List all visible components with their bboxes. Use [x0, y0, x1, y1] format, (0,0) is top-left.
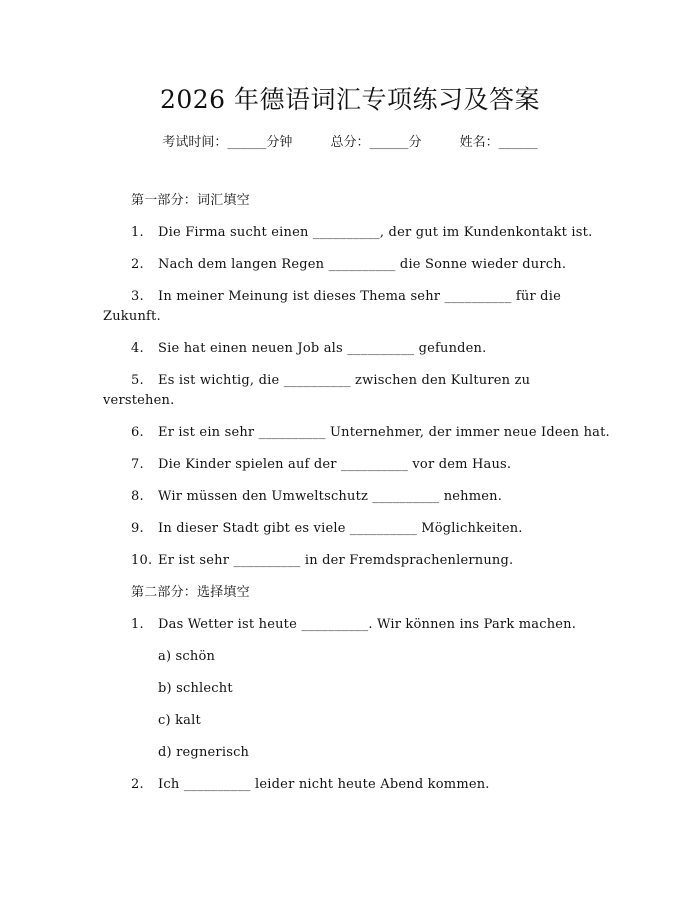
question-text: Sie hat einen neuen Job als __________ gefunden.: [158, 341, 487, 356]
question-number: 4.: [131, 341, 144, 356]
question-item: [131, 287, 561, 307]
question-item: [131, 255, 566, 275]
total-score-field: 总分：______分: [330, 135, 422, 150]
question-item: [131, 371, 530, 391]
section-heading-part1: 第一部分：词汇填空: [131, 193, 250, 208]
answer-option-b: b) schlecht: [158, 681, 233, 696]
question-item: [131, 615, 576, 635]
question-number: 7.: [131, 457, 144, 472]
section-heading-part2: 第二部分：选择填空: [131, 585, 250, 600]
question-text: Es ist wichtig, die __________ zwischen den Kulturen zu: [158, 373, 531, 388]
question-number: 2.: [131, 777, 144, 792]
question-number: 1.: [131, 617, 144, 632]
question-item: [131, 519, 523, 539]
question-number: 1.: [131, 225, 144, 240]
exam-meta: [0, 131, 700, 150]
answer-option-a: a) schön: [158, 649, 216, 664]
student-name-field: 姓名：______: [459, 135, 538, 150]
question-item: [131, 487, 502, 507]
question-number: 10.: [131, 553, 153, 568]
question-text: Wir müssen den Umweltschutz __________ nehmen.: [158, 489, 503, 504]
question-text: Das Wetter ist heute __________. Wir können ins Park machen.: [158, 617, 577, 632]
question-item: [131, 551, 513, 571]
question-text: Ich __________ leider nicht heute Abend kommen.: [158, 777, 490, 792]
question-number: 5.: [131, 373, 144, 388]
question-text: Er ist ein sehr __________ Unternehmer, der immer neue Ideen hat.: [158, 425, 610, 440]
question-text: Er ist sehr __________ in der Fremdsprachenlernung.: [158, 553, 514, 568]
question-item: [131, 339, 486, 359]
question-continuation: Zukunft.: [103, 309, 161, 324]
question-item: [131, 223, 592, 243]
question-number: 3.: [131, 289, 144, 304]
answer-option-c: c) kalt: [158, 713, 201, 728]
question-number: 2.: [131, 257, 144, 272]
question-text: In dieser Stadt gibt es viele __________ Möglichkeiten.: [158, 521, 523, 536]
question-item: [131, 455, 511, 475]
question-number: 9.: [131, 521, 144, 536]
exam-time-field: 考试时间：______分钟: [162, 135, 293, 150]
question-continuation: verstehen.: [103, 393, 175, 408]
answer-option-d: d) regnerisch: [158, 745, 250, 760]
question-text: Die Firma sucht einen __________, der gut im Kundenkontakt ist.: [158, 225, 593, 240]
page-title: 2026 年德语词汇专项练习及答案: [159, 85, 541, 114]
question-number: 6.: [131, 425, 144, 440]
question-text: Die Kinder spielen auf der __________ vor dem Haus.: [158, 457, 512, 472]
question-text: In meiner Meinung ist dieses Thema sehr __________ für die: [158, 289, 561, 304]
question-item: [131, 423, 610, 443]
question-text: Nach dem langen Regen __________ die Sonne wieder durch.: [158, 257, 567, 272]
question-number: 8.: [131, 489, 144, 504]
question-item: [131, 775, 490, 795]
